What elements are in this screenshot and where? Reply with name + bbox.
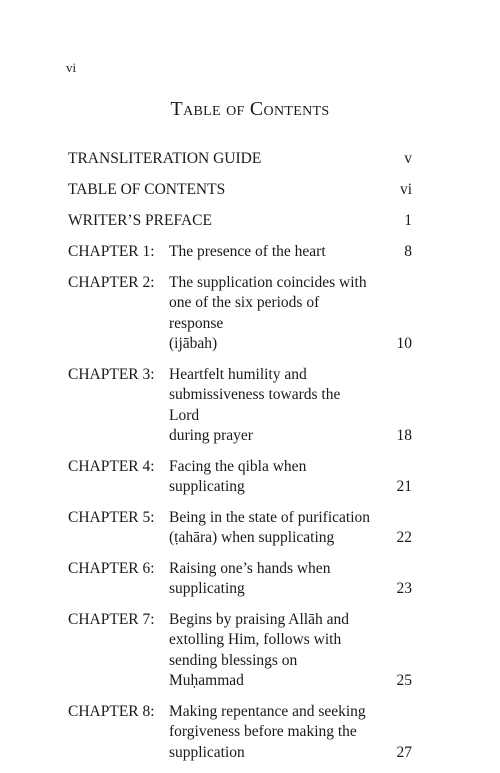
toc-entry-title: TRANSLITERATION GUIDE [68,150,262,167]
toc-entry-page: v [404,150,412,167]
toc-row-chapter-5 [68,508,412,549]
chapter-title-line: sending blessings on Muḥammad [169,651,298,689]
toc-row-chapter-2 [68,273,412,355]
chapter-title-line: Heartfelt humility and [169,365,307,383]
chapter-title-line: supplicating [169,580,245,597]
chapter-page: 18 [396,427,412,444]
chapter-title-line: (ijābah) [169,335,218,352]
chapter-title-line: submissiveness towards the Lord [169,386,341,424]
chapter-title-line: forgiveness before making the [169,723,357,740]
chapter-page: 10 [396,335,412,352]
chapter-number: CHAPTER 3: [68,365,155,383]
chapter-title [169,242,382,263]
chapter-page: 25 [396,672,412,689]
toc-row-chapter-8 [68,702,412,764]
page-number: vi [66,60,77,75]
chapter-title [169,559,382,600]
table-of-contents [68,149,412,773]
chapter-title [169,273,382,355]
chapter-number: CHAPTER 8: [68,702,155,720]
chapter-title-line: supplication [169,743,245,761]
chapter-number: CHAPTER 2: [68,273,155,291]
chapter-title [169,702,382,764]
chapter-title-line: Being in the state of purification [169,508,371,526]
chapter-page: 23 [396,580,412,597]
chapter-title-line: Raising one’s hands when [169,559,331,577]
toc-row-chapter-4 [68,457,412,498]
chapter-title [169,457,382,498]
chapter-title-line: Begins by praising Allāh and [169,610,349,628]
chapter-page: 21 [396,478,412,495]
toc-row-chapter-1 [68,242,412,263]
toc-row-chapter-3 [68,365,412,447]
toc-row-table-of-contents [68,180,412,211]
chapter-title-line: one of the six periods of response [169,294,320,332]
chapter-title-line: Facing the qibla when supplicating [169,457,307,495]
chapter-number: CHAPTER 6: [68,559,155,577]
page-title: Table of Contents [170,98,330,120]
chapter-title-line: (ṭahāra) when supplicating [169,529,335,546]
chapter-page: 27 [396,743,412,761]
chapter-title-line: The presence of the heart [169,243,326,260]
chapter-title-line: extolling Him, follows with [169,631,342,648]
chapter-number: CHAPTER 4: [68,457,155,475]
chapter-number: CHAPTER 1: [68,243,155,260]
chapter-page: 8 [404,243,412,260]
toc-entry-page: 1 [404,212,412,229]
toc-entry-title: WRITER’S PREFACE [68,212,212,229]
toc-row-chapter-7 [68,610,412,692]
toc-row-writers-preface [68,211,412,242]
chapter-title-line: during prayer [169,427,253,444]
toc-row-transliteration-guide [68,149,412,180]
chapter-page: 22 [396,529,412,546]
chapter-title [169,365,382,447]
chapter-title-line: Making repentance and seeking [169,702,366,720]
chapter-list [68,242,412,763]
chapter-title [169,508,382,549]
toc-entry-page: vi [399,181,412,198]
chapter-title [169,610,382,692]
toc-row-chapter-6 [68,559,412,600]
chapter-number: CHAPTER 5: [68,508,155,526]
chapter-number: CHAPTER 7: [68,610,155,628]
toc-entry-title: TABLE OF CONTENTS [68,181,226,198]
chapter-title-line: The supplication coincides with [169,273,367,291]
